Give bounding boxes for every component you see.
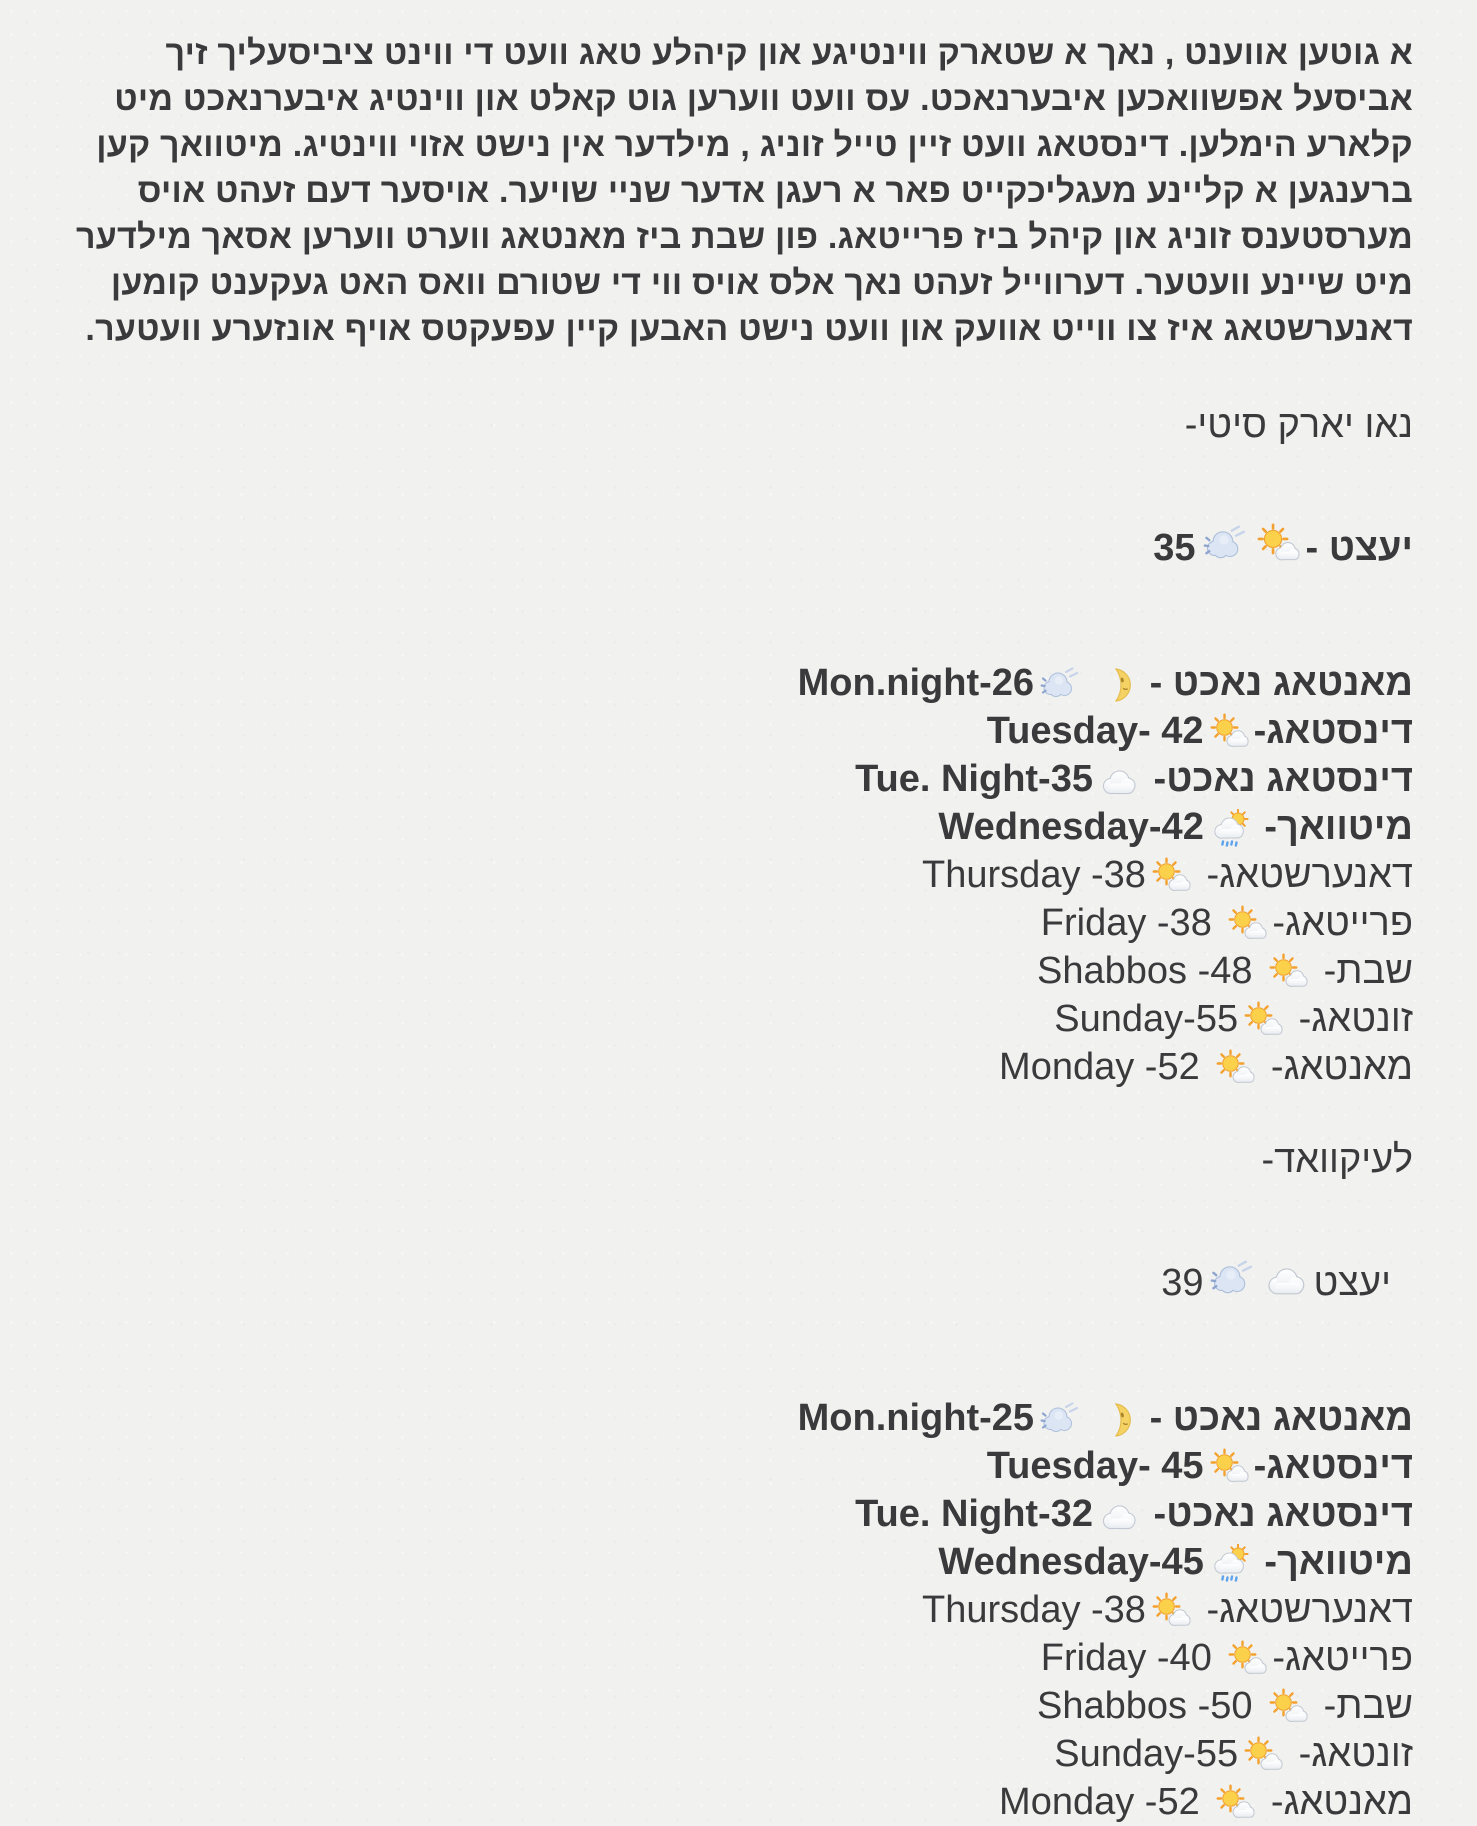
section-new-york [60,404,1413,1091]
partly-sunny-icon [1268,1688,1308,1728]
forecast-row [60,755,1413,803]
forecast-row [60,803,1413,851]
forecast-day-hebrew: דינסטאג- [1253,709,1413,752]
partly-sunny-icon [1151,1592,1191,1632]
forecast-row [60,1442,1413,1490]
forecast-day-hebrew: שבת- [1313,949,1413,992]
partly-sunny-icon [1227,1640,1267,1680]
forecast-day-temp: Tuesday- 45 [986,1444,1204,1487]
city-header-lakewood: לעיקוואד- [1261,1139,1413,1181]
forecast-day-hebrew: מיטוואך- [1253,1540,1413,1583]
forecast-day-temp: Wednesday-42 [938,805,1204,848]
forecast-day-temp: Tue. Night-35 [855,757,1093,800]
forecast-row [60,1490,1413,1538]
intro-paragraph: א גוטען אווענט , נאך א שטארק ווינטיגע און קיהלע טאג וועט די ווינט ציביסעליך זיך אביסעל אפשוואכען איבערנאכט. עס וועט ווערען גוט קאלט און ווינטיג איבערנאכט מיט קלארע הימלען. דינסטאג וועט זיין טייל זוניג , מילדער אין נישט אזוי ווינטיג. מיטוואך קען ברענגען א קליינע מעגליכקייט פאר א רעגן אדער שניי שויער. אויסער דעם זעהט אויס מערסטענס זוניג און קיהל ביז פרייטאג. פון שבת ביז מאנטאג ווערט ווערען אסאך מילדער מיט שיינע וועטער. דערווייל זעהט נאך אלס אויס ווי די שטורם וואס האט געקענט קומען דאנערשטאג איז צו ווייט אוועק און וועט נישט האבען קיין עפעקטס אויף אונזערע וועטער. [76,34,1413,348]
forecast-row [60,1586,1413,1634]
sun-drizzle-icon [1209,809,1249,849]
forecast-day-temp: Friday -40 [1040,1636,1223,1679]
forecast-row [60,1043,1413,1091]
forecast-day-temp: Thursday -38 [922,853,1146,896]
forecast-day-hebrew: דינסטאג- [1253,1444,1413,1487]
forecast-day-hebrew: דאנערשטאג- [1195,853,1413,896]
partly-sunny-icon [1215,1049,1255,1089]
sun-drizzle-icon [1209,1544,1249,1584]
partly-sunny-icon [1243,1001,1283,1041]
current-label: יעצט [1313,1261,1391,1304]
forecast-day-hebrew: זונטאג- [1288,997,1413,1040]
forecast-day-hebrew: דאנערשטאג- [1195,1588,1413,1631]
forecast-day-temp: Shabbos -48 [1037,949,1264,992]
forecast-day-hebrew: מאנטאג- [1260,1780,1413,1823]
cloud-icon [1098,761,1138,801]
current-temp-line [60,521,1413,575]
forecast-day-hebrew: מיטוואך- [1253,805,1413,848]
forecast-day-hebrew: מאנטאג- [1260,1045,1413,1088]
forecast-day-temp: Friday -38 [1040,901,1223,944]
partly-sunny-icon [1209,713,1249,753]
wind-icon [1039,665,1079,705]
moon-icon [1094,665,1134,705]
forecast-day-hebrew: מאנטאג נאכט - [1139,661,1413,704]
forecast-row [60,995,1413,1043]
forecast-day-temp: Wednesday-45 [938,1540,1204,1583]
partly-sunny-icon [1268,953,1308,993]
current-temp-value: 39 [1161,1261,1204,1304]
current-temp-value: 35 [1153,526,1196,569]
forecast-day-temp: Monday -52 [999,1045,1211,1088]
forecast-day-temp: Thursday -38 [922,1588,1146,1631]
partly-sunny-icon [1256,523,1300,567]
forecast-day-temp: Shabbos -50 [1037,1684,1264,1727]
forecast-day-temp: Sunday-55 [1054,997,1239,1040]
forecast-day-hebrew: פרייטאג- [1272,1636,1413,1679]
forecast-row [60,947,1413,995]
cloud-icon [1263,1258,1307,1302]
wind-icon [1209,1258,1253,1302]
partly-sunny-icon [1243,1736,1283,1776]
forecast-row [60,851,1413,899]
forecast-row [60,1682,1413,1730]
wind-icon [1202,523,1246,567]
forecast-list [60,659,1413,1091]
forecast-row [60,1538,1413,1586]
forecast-day-temp: Monday -52 [999,1780,1211,1823]
wind-icon [1039,1400,1079,1440]
forecast-day-temp: Tue. Night-32 [855,1492,1093,1535]
cloud-icon [1098,1496,1138,1536]
forecast-day-hebrew: דינסטאג נאכט- [1142,757,1413,800]
city-header-new-york: נאו יארק סיטי- [1184,404,1413,446]
section-lakewood [60,1139,1413,1826]
partly-sunny-icon [1227,905,1267,945]
forecast-day-hebrew: פרייטאג- [1272,901,1413,944]
forecast-day-hebrew: שבת- [1313,1684,1413,1727]
partly-sunny-icon [1215,1784,1255,1824]
forecast-row [60,899,1413,947]
forecast-day-temp: Tuesday- 42 [986,709,1204,752]
forecast-day-temp: Mon.night-25 [797,1396,1035,1439]
forecast-row [60,1778,1413,1826]
current-weather-icons [1209,1256,1307,1310]
forecast-day-temp: Mon.night-26 [797,661,1035,704]
current-temp-line [60,1256,1413,1310]
partly-sunny-icon [1151,857,1191,897]
forecast-row [60,707,1413,755]
forecast-day-hebrew: זונטאג- [1288,1732,1413,1775]
current-weather-icons [1202,521,1300,575]
forecast-row [60,1730,1413,1778]
partly-sunny-icon [1209,1448,1249,1488]
forecast-list [60,1394,1413,1826]
forecast-row [60,659,1413,707]
current-label: יעצט - [1305,526,1413,569]
forecast-day-hebrew: מאנטאג נאכט - [1139,1396,1413,1439]
forecast-row [60,1634,1413,1682]
forecast-day-temp: Sunday-55 [1054,1732,1239,1775]
moon-icon [1094,1400,1134,1440]
forecast-day-hebrew: דינסטאג נאכט- [1142,1492,1413,1535]
forecast-row [60,1394,1413,1442]
